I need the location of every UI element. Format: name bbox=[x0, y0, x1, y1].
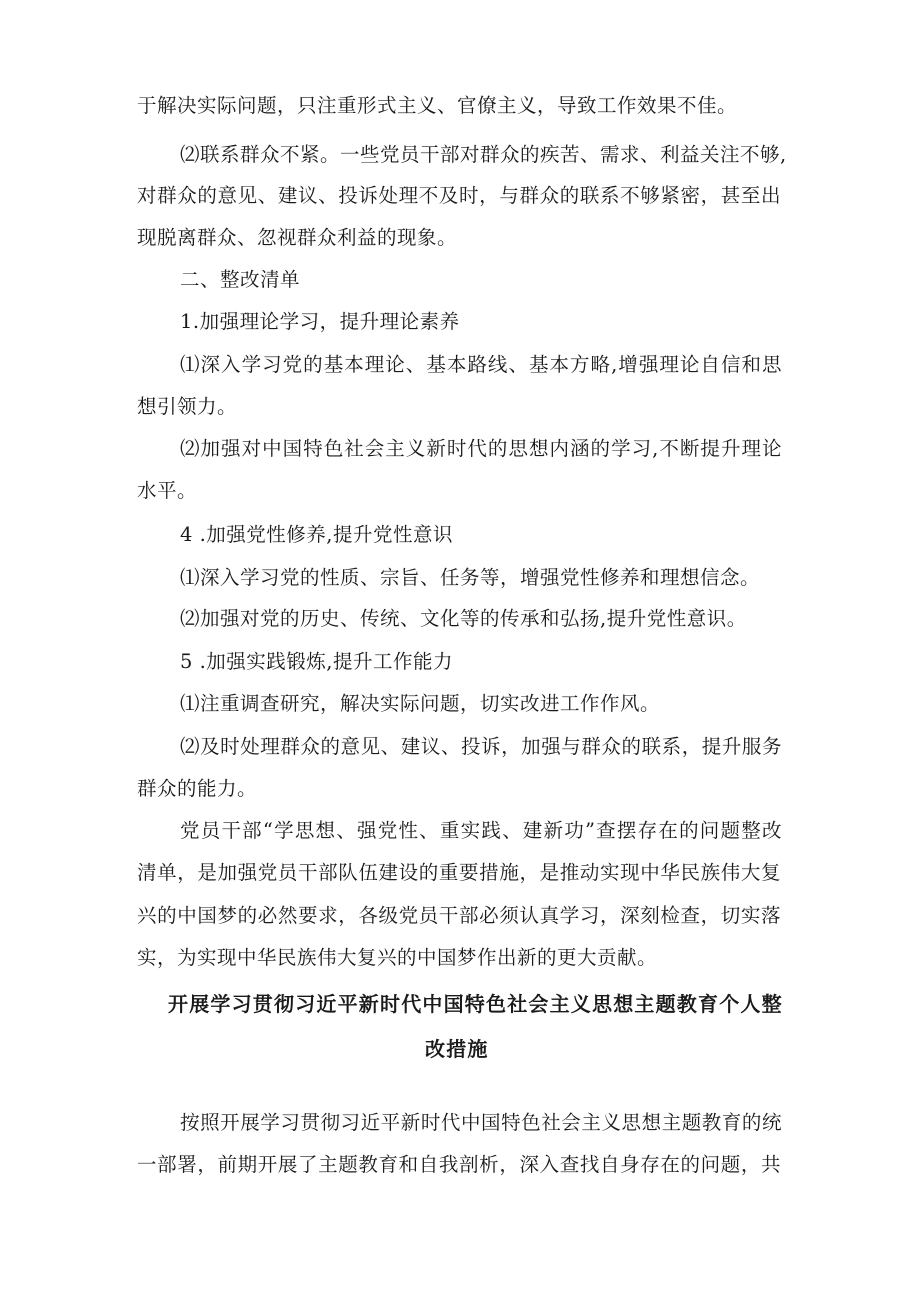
paragraph-line: 水平。 bbox=[137, 479, 198, 502]
document-title-line-1: 开展学习贯彻习近平新时代中国特色社会主义思想主题教育个人整 bbox=[168, 992, 783, 1016]
paragraph-line: ⑴深入学习党的性质、宗旨、任务等，增强党性修养和理想信念。 bbox=[180, 566, 761, 589]
paragraph-line: 实，为实现中华民族伟大复兴的中国梦作出新的更大贡献。 bbox=[137, 946, 658, 969]
paragraph-line: 一部署，前期开展了主题教育和自我剖析，深入查找自身存在的问题，共 bbox=[137, 1153, 781, 1176]
paragraph-line: 想引领力。 bbox=[137, 395, 238, 418]
paragraph-line: ⑴注重调查研究，解决实际问题，切实改进工作作风。 bbox=[180, 692, 661, 715]
paragraph-line: ⑵及时处理群众的意见、建议、投诉，加强与群众的联系，提升服务 bbox=[180, 735, 782, 758]
paragraph-line: ⑵加强对党的历史、传统、文化等的传承和弘扬,提升党性意识。 bbox=[180, 607, 747, 630]
paragraph-line: 党员干部“学思想、强党性、重实践、建新功”查摆存在的问题整改 bbox=[180, 819, 782, 842]
paragraph-line: 于解决实际问题，只注重形式主义、官僚主义，导致工作效果不佳。 bbox=[137, 94, 738, 117]
paragraph-line: 按照开展学习贯彻习近平新时代中国特色社会主义思想主题教育的统 bbox=[180, 1111, 782, 1134]
subsection-heading: 1.加强理论学习，提升理论素养 bbox=[180, 310, 460, 333]
subsection-heading: 5 .加强实践锻炼,提升工作能力 bbox=[180, 650, 454, 673]
document-title-line-2: 改措施 bbox=[425, 1037, 489, 1061]
paragraph-line: 对群众的意见、建议、投诉处理不及时，与群众的联系不够紧密，甚至出 bbox=[137, 184, 781, 207]
paragraph-line: 群众的能力。 bbox=[137, 777, 258, 800]
paragraph-line: 现脱离群众、忽视群众利益的现象。 bbox=[137, 226, 458, 249]
paragraph-line: 兴的中国梦的必然要求，各级党员干部必须认真学习，深刻检查，切实落 bbox=[137, 904, 781, 927]
subsection-heading: 4 .加强党性修养,提升党性意识 bbox=[180, 523, 454, 546]
paragraph-line: 清单，是加强党员干部队伍建设的重要措施，是推动实现中华民族伟大复 bbox=[137, 861, 781, 884]
paragraph-line: ⑴深入学习党的基本理论、基本路线、基本方略,增强理论自信和思 bbox=[180, 353, 782, 376]
paragraph-line: ⑵联系群众不紧。一些党员干部对群众的疾苦、需求、利益关注不够, bbox=[180, 143, 787, 166]
section-heading: 二、整改清单 bbox=[180, 268, 301, 291]
paragraph-line: ⑵加强对中国特色社会主义新时代的思想内涵的学习,不断提升理论 bbox=[180, 437, 782, 460]
